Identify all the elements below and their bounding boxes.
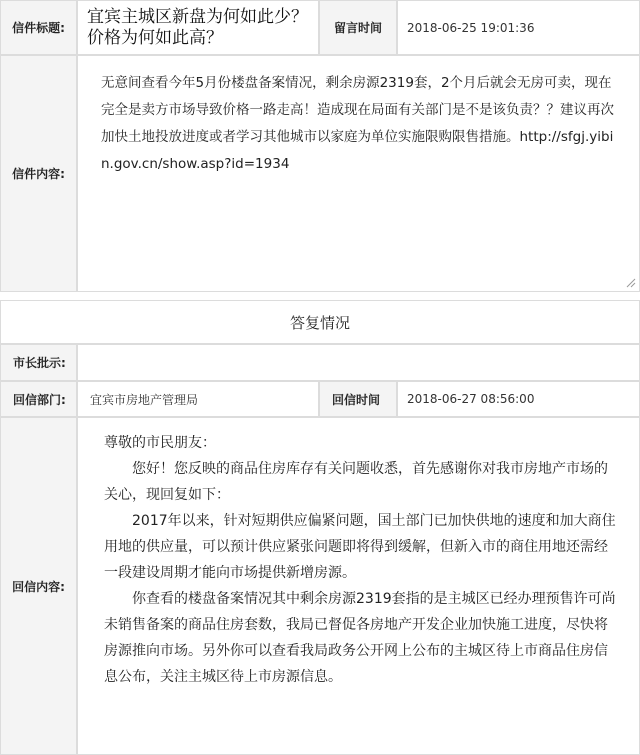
reply-paragraph: 2017年以来，针对短期供应偏紧问题，国土部门已加快供地的速度和加大商住用地的供应量，可以预计供应紧张问题即将得到缓解，但新入市的商住用地还需经一段建设周期才能向市场提供新增房源。: [104, 513, 616, 581]
mayor-approval-label: 市长批示:: [0, 344, 77, 381]
reply-time-label: 回信时间: [319, 381, 397, 417]
letter-time-value: [397, 0, 640, 55]
letter-time-text: 2018-06-25 19:01:36: [407, 20, 535, 35]
mayor-approval-value: [77, 344, 640, 381]
reply-time-text: 2018-06-27 08:56:00: [407, 392, 535, 406]
letter-time-label: 留言时间: [319, 0, 397, 55]
letter-content-label: 信件内容:: [0, 55, 77, 292]
letter-content-text: 无意间查看今年5月份楼盘备案情况，剩余房源2319套，2个月后就会无房可卖，现在完全是卖方市场导致价格一路走高！造成现在局面有关部门是不是该负责？？建议再次加快土地投放进度或者学习其他城市以家庭为单位实施限购限售措施。http://sfgj.yibin.gov.cn/show.asp?id=1934: [101, 75, 614, 172]
reply-content-label: 回信内容:: [0, 417, 77, 755]
letter-title-label: 信件标题:: [0, 0, 77, 55]
reply-paragraph: 你查看的楼盘备案情况其中剩余房源2319套指的是主城区已经办理预售许可尚未销售备案的商品住房套数，我局已督促各房地产开发企业加快施工进度，尽快将房源推向市场。另外你可以查看我局政务公开网上公布的主城区待上市商品住房信息公布，关注主城区待上市房源信息。: [104, 591, 616, 685]
reply-time-value: [397, 381, 640, 417]
reply-dept-label: 回信部门:: [0, 381, 77, 417]
resize-grip-icon[interactable]: [625, 277, 636, 288]
letter-title-value: [77, 0, 319, 55]
reply-dept-value: [77, 381, 319, 417]
reply-dept-text: 宜宾市房地产管理局: [90, 392, 199, 407]
reply-paragraph: 您好！您反映的商品住房库存有关问题收悉，首先感谢你对我市房地产市场的关心，现回复如下：: [104, 461, 608, 503]
reply-content-area: [77, 417, 640, 755]
reply-section-title: 答复情况: [0, 300, 640, 344]
reply-greeting: 尊敬的市民朋友：: [104, 435, 216, 451]
letter-title-text: 宜宾主城区新盘为何如此少？价格为何如此高？: [87, 6, 308, 48]
reply-content-body: [78, 418, 639, 690]
letter-content-area: [77, 55, 640, 292]
